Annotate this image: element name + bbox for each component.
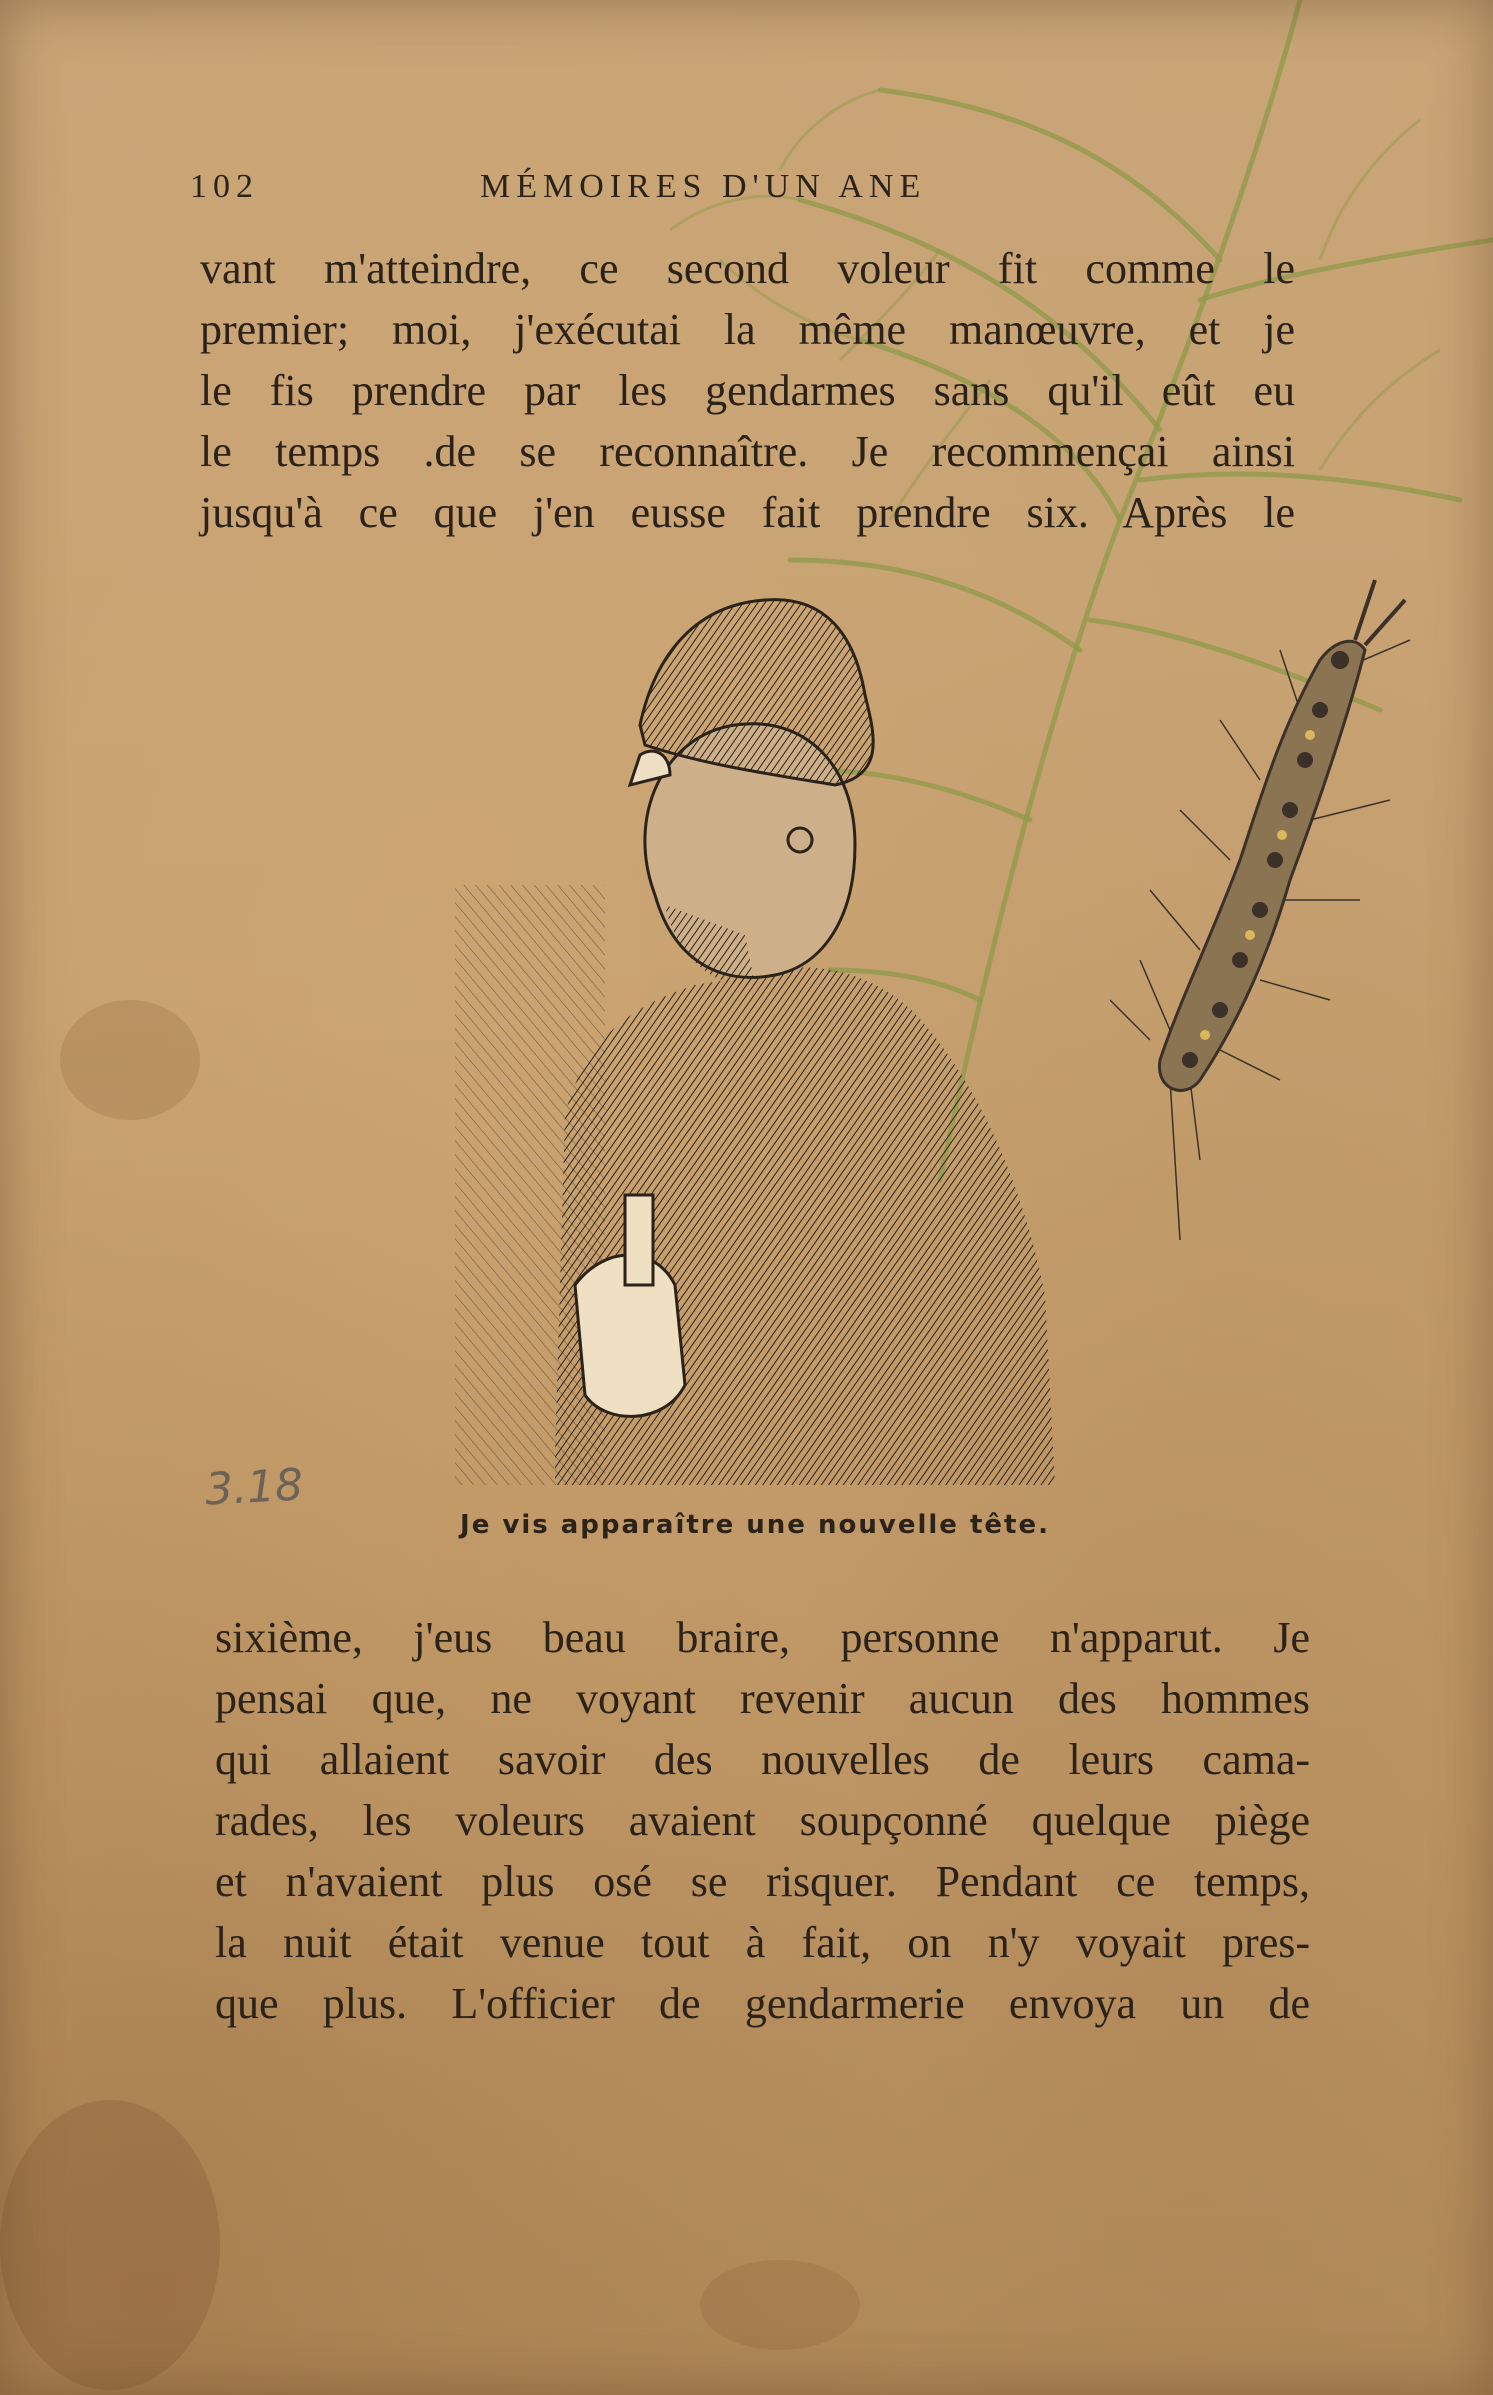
text-line: vant m'atteindre, ce second voleur fit comme le: [200, 244, 1295, 293]
text-line: qui allaient savoir des nouvelles de leurs cama-: [215, 1735, 1310, 1784]
text-line: jusqu'à ce que j'en eusse fait prendre six. Après le: [200, 488, 1295, 537]
engraved-portrait-illustration: [455, 595, 1055, 1495]
running-header: [190, 168, 1300, 218]
text-line: sixième, j'eus beau braire, personne n'apparut. Je: [215, 1613, 1310, 1662]
top-paragraph: [200, 238, 1295, 543]
bottom-paragraph: [215, 1607, 1310, 2034]
text-line: que plus. L'officier de gendarmerie envoya un de: [215, 1979, 1310, 2028]
page-number: 102: [190, 168, 259, 205]
text-line: la nuit était venue tout à fait, on n'y voyait pres-: [215, 1918, 1310, 1967]
text-line: rades, les voleurs avaient soupçonné quelque piège: [215, 1796, 1310, 1845]
text-line: premier; moi, j'exécutai la même manœuvre, et je: [200, 305, 1295, 354]
running-title: MÉMOIRES D'UN ANE: [480, 168, 927, 205]
text-line: pensai que, ne voyant revenir aucun des hommes: [215, 1674, 1310, 1723]
illustration-caption: Je vis apparaître une nouvelle tête.: [460, 1510, 1050, 1540]
pencil-annotation: 3.18: [203, 1459, 305, 1516]
paper-stain: [700, 2260, 860, 2350]
text-line: le temps .de se reconnaître. Je recommençai ainsi: [200, 427, 1295, 476]
caterpillar-illustration: [1110, 560, 1440, 1240]
text-line: le fis prendre par les gendarmes sans qu'il eût eu: [200, 366, 1295, 415]
paper-stain: [0, 2100, 220, 2390]
paper-stain: [60, 1000, 200, 1120]
text-line: et n'avaient plus osé se risquer. Pendant ce temps,: [215, 1857, 1310, 1906]
